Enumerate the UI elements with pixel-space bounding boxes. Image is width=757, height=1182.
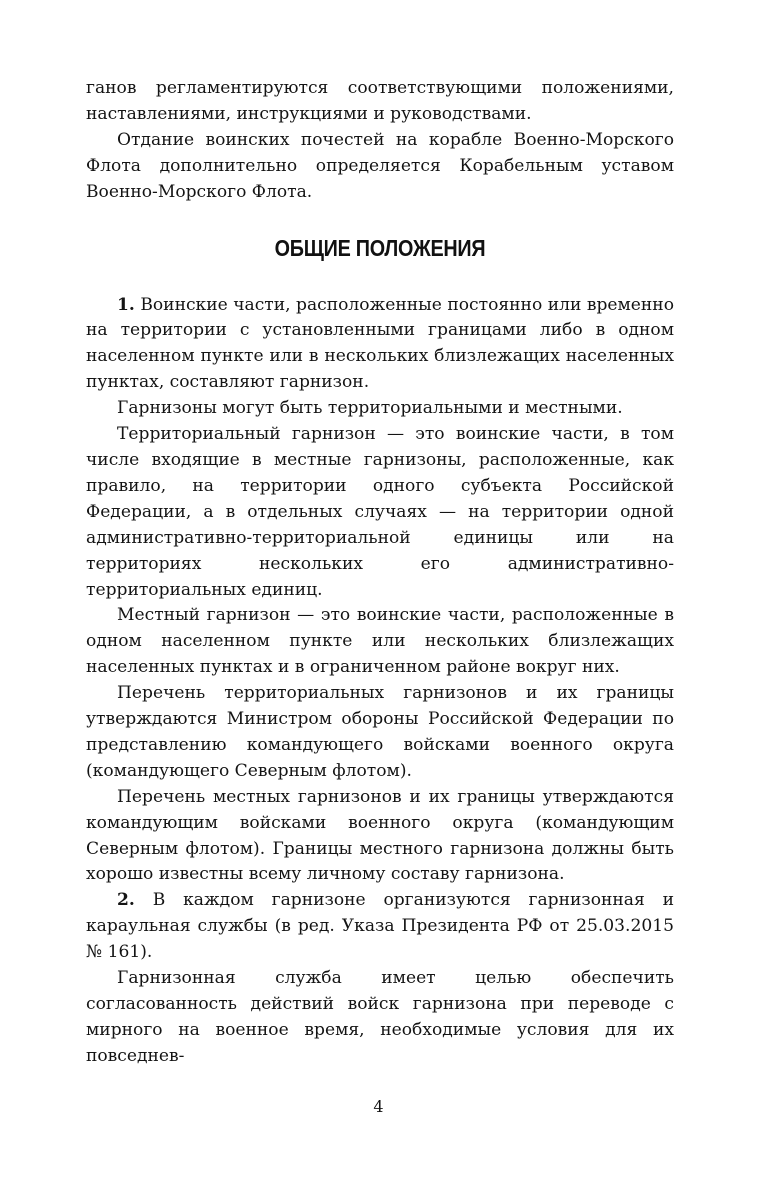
paragraph: Местный гарнизон — это воинские части, расположенные в одном населенном пункте или нескольких близлежащих населенных пунктах и в ограниченном районе вокруг них. — [86, 605, 674, 678]
clause-2-lead-paragraph — [86, 888, 674, 966]
paragraph: Гарнизонная служба имеет целью обеспечить согласованность действий войск гарнизона при переводе с мирного на военное время, необходимые условия для их повседнев- — [86, 968, 674, 1066]
clause-text: Воинские части, расположенные постоянно или временно на территории с установленными границами либо в одном населенном пункте или в нескольких близлежащих населенных пунктах, составляют гарнизон. — [86, 294, 674, 393]
document-page — [86, 76, 674, 1070]
clause-text: В каждом гарнизоне организуются гарнизонная и караульная службы (в ред. Указа Президента РФ от 25.03.2015 № 161). — [86, 890, 674, 963]
clause-number: 2. — [117, 890, 135, 911]
paragraph: Перечень территориальных гарнизонов и их границы утверждаются Министром обороны Российской Федерации по представлению командующего войсками военного округа (командующего Северным флотом). — [86, 683, 674, 781]
paragraph: Перечень местных гарнизонов и их границы утверждаются командующим войсками военного округа (командующим Северным флотом). Границы местного гарнизона должны быть хорошо известны всему личному составу гарнизона. — [86, 786, 674, 885]
paragraph: Территориальный гарнизон — это воинские части, в том числе входящие в местные гарнизоны, расположенные, как правило, на территории одного субъекта Российской Федерации, а в отдельных случаях — на территории одной административно-территориальной единицы или на территориях нескольких его административно-территориальных единиц. — [86, 424, 674, 600]
paragraph: ганов регламентируются соответствующими положениями, наставлениями, инструкциями и руководствами. — [86, 78, 674, 124]
clause-1-lead-paragraph — [86, 293, 674, 397]
paragraph: Гарнизоны могут быть территориальными и местными. — [117, 398, 623, 419]
clause-number: 1. — [117, 294, 135, 315]
page-number: 4 — [373, 1097, 384, 1116]
section-heading: ОБЩИЕ ПОЛОЖЕНИЯ — [274, 234, 486, 261]
paragraph: Отдание воинских почестей на корабле Военно-Морского Флота дополнительно определяется Корабельным уставом Военно-Морского Флота. — [86, 129, 674, 202]
